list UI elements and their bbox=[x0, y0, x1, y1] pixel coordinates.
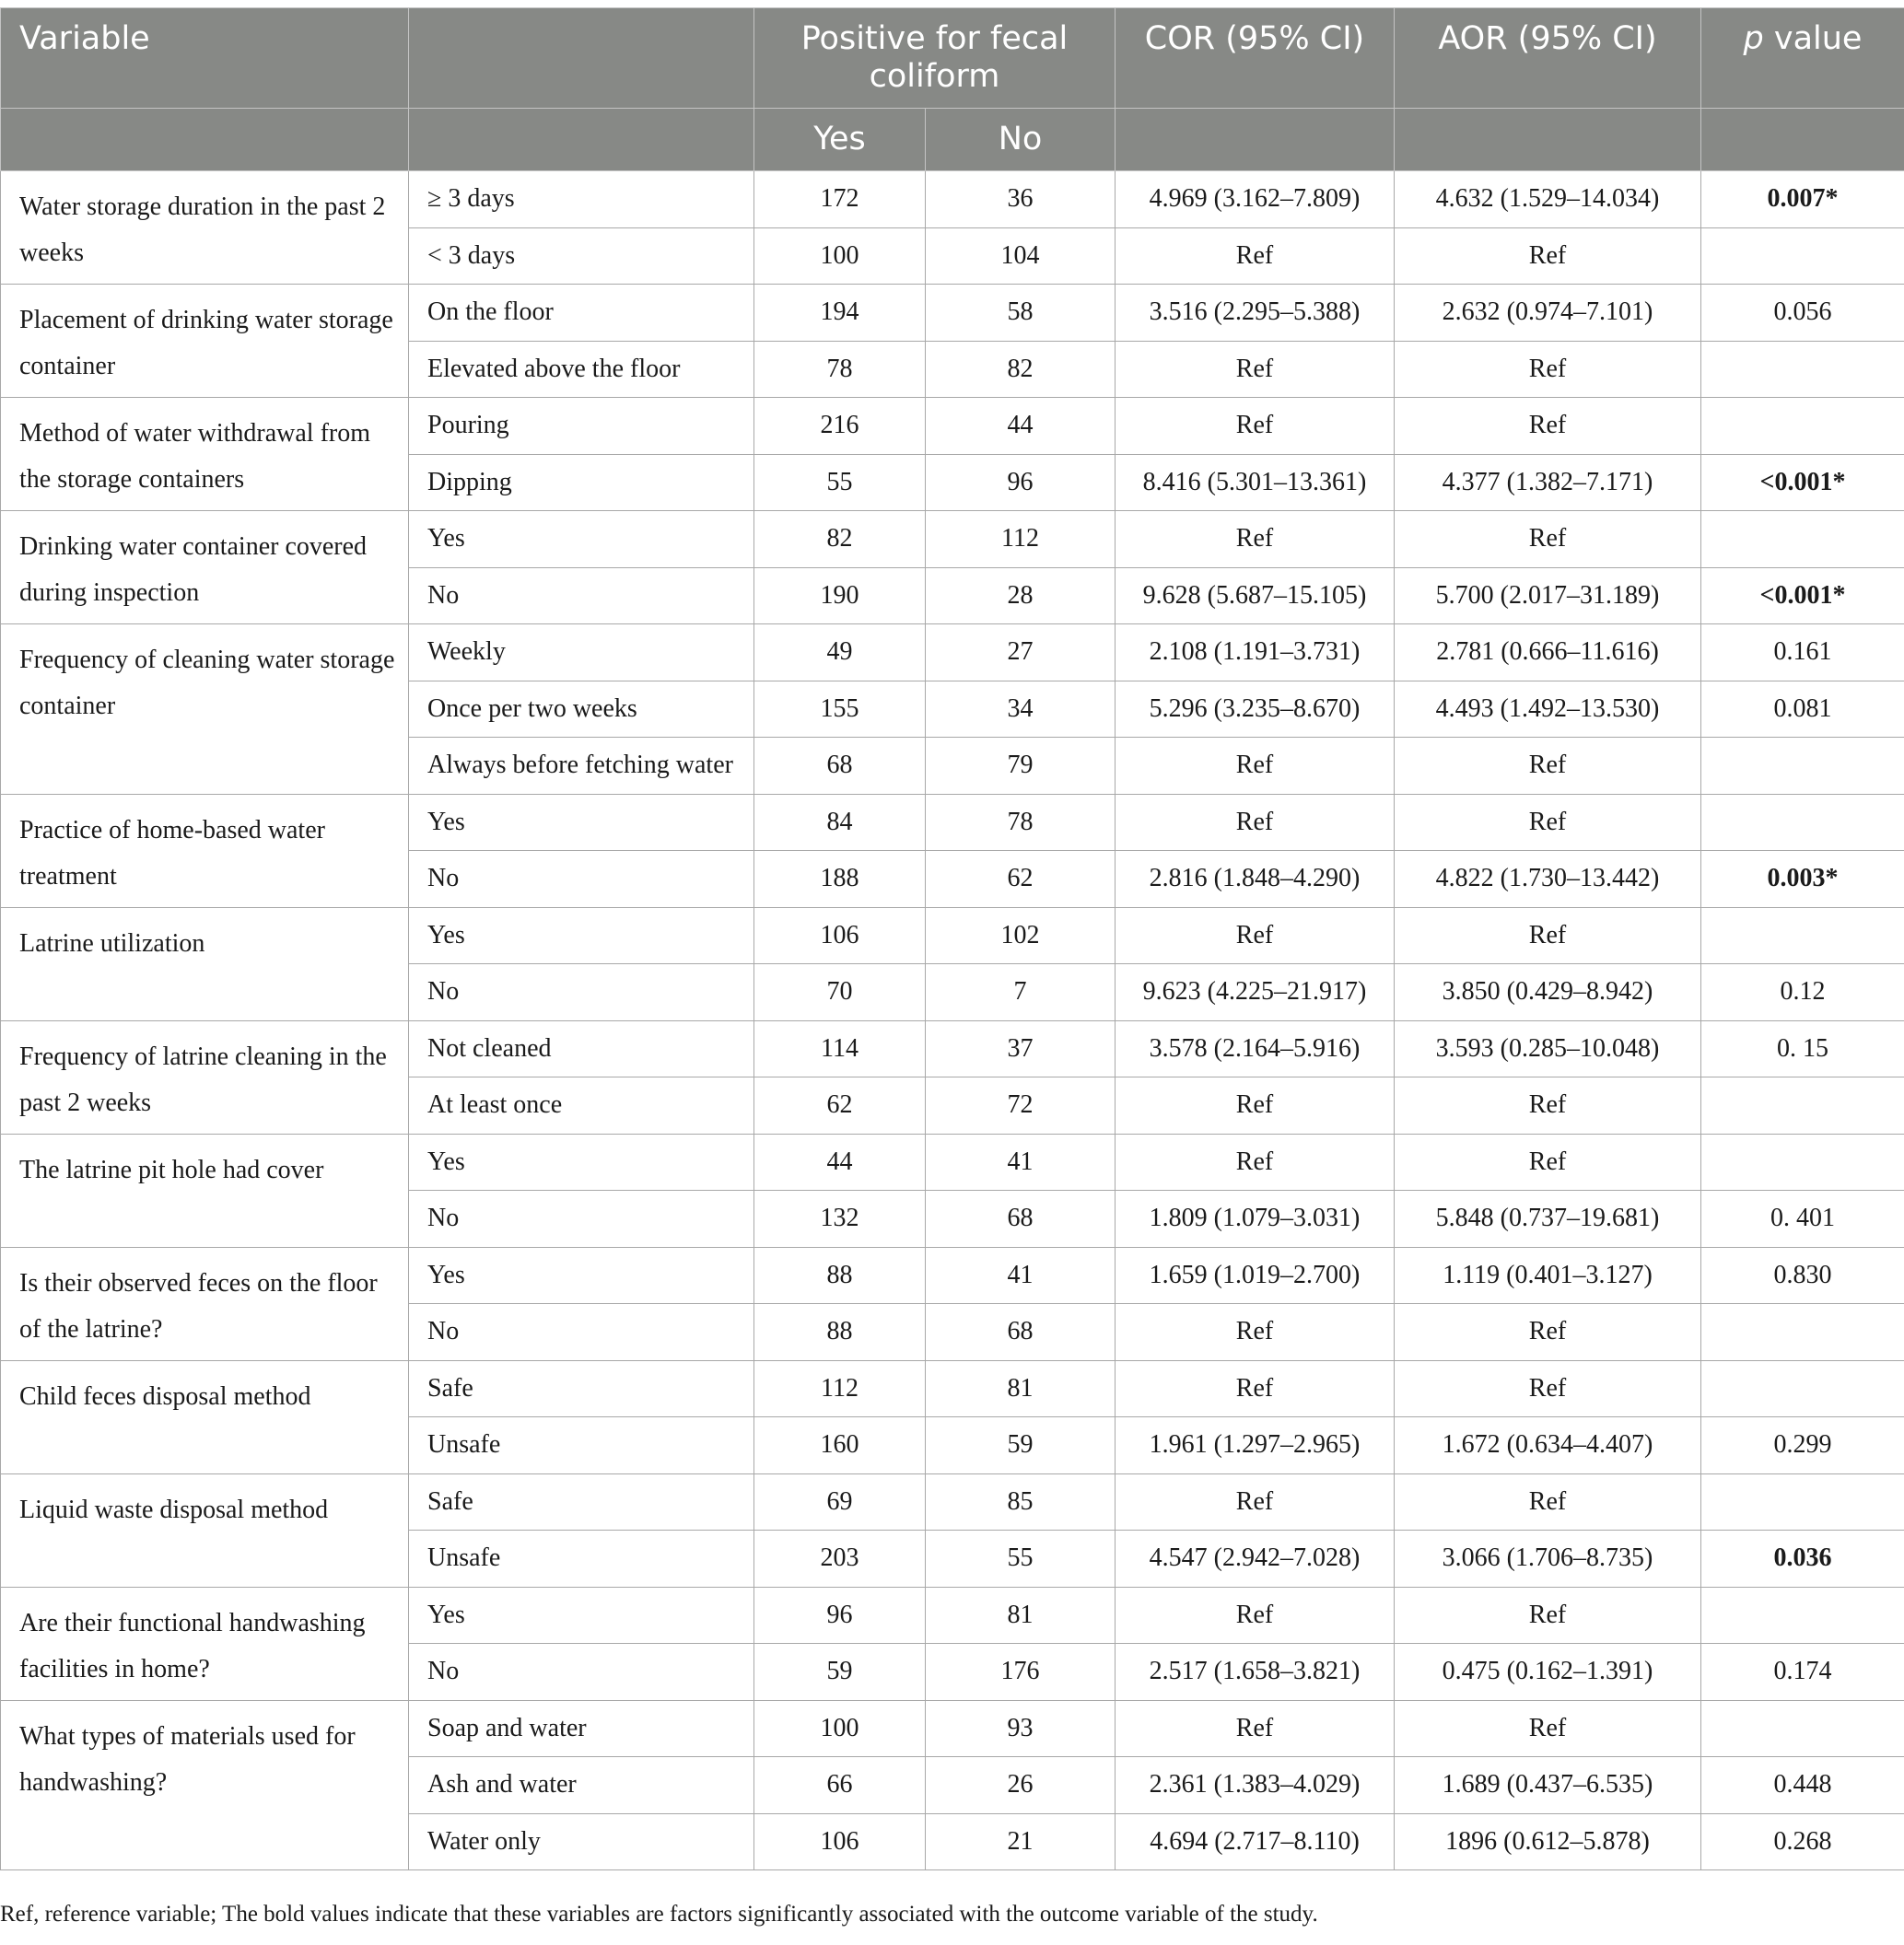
yes-count-cell: 100 bbox=[754, 227, 926, 285]
header-positive-fecal-coliform: Positive for fecal coliform bbox=[754, 8, 1116, 109]
no-count-cell: 41 bbox=[926, 1247, 1116, 1304]
category-cell: On the floor bbox=[409, 285, 754, 342]
p-value-cell bbox=[1701, 1700, 1904, 1757]
cor-cell: Ref bbox=[1116, 794, 1395, 851]
yes-count-cell: 190 bbox=[754, 567, 926, 624]
category-cell: Not cleaned bbox=[409, 1020, 754, 1077]
category-cell: Yes bbox=[409, 511, 754, 568]
variable-cell: Child feces disposal method bbox=[1, 1360, 409, 1473]
cor-cell: Ref bbox=[1116, 227, 1395, 285]
p-value-cell bbox=[1701, 1134, 1904, 1191]
p-value-cell bbox=[1701, 1077, 1904, 1135]
no-count-cell: 68 bbox=[926, 1304, 1116, 1361]
p-value-cell: <0.001* bbox=[1701, 567, 1904, 624]
table-row bbox=[1, 1700, 1904, 1757]
yes-count-cell: 70 bbox=[754, 964, 926, 1021]
table-row bbox=[1, 1247, 1904, 1304]
no-count-cell: 72 bbox=[926, 1077, 1116, 1135]
header-p-rest: value bbox=[1763, 20, 1863, 57]
yes-count-cell: 188 bbox=[754, 851, 926, 908]
cor-cell: 5.296 (3.235–8.670) bbox=[1116, 681, 1395, 738]
category-cell: Yes bbox=[409, 1587, 754, 1644]
no-count-cell: 93 bbox=[926, 1700, 1116, 1757]
variable-cell: Placement of drinking water storage container bbox=[1, 285, 409, 398]
aor-cell: Ref bbox=[1395, 1700, 1701, 1757]
yes-count-cell: 172 bbox=[754, 171, 926, 228]
cor-cell: 4.694 (2.717–8.110) bbox=[1116, 1813, 1395, 1870]
cor-cell: 1.961 (1.297–2.965) bbox=[1116, 1417, 1395, 1474]
cor-cell: 9.623 (4.225–21.917) bbox=[1116, 964, 1395, 1021]
category-cell: No bbox=[409, 1644, 754, 1701]
table-row bbox=[1, 1134, 1904, 1191]
p-value-cell: 0.299 bbox=[1701, 1417, 1904, 1474]
no-count-cell: 37 bbox=[926, 1020, 1116, 1077]
aor-cell: Ref bbox=[1395, 1473, 1701, 1531]
p-value-cell: 0.056 bbox=[1701, 285, 1904, 342]
p-value-cell bbox=[1701, 1304, 1904, 1361]
yes-count-cell: 88 bbox=[754, 1247, 926, 1304]
cor-cell: Ref bbox=[1116, 1077, 1395, 1135]
yes-count-cell: 55 bbox=[754, 454, 926, 511]
yes-count-cell: 106 bbox=[754, 1813, 926, 1870]
aor-cell: Ref bbox=[1395, 1077, 1701, 1135]
cor-cell: Ref bbox=[1116, 341, 1395, 398]
variable-cell: Practice of home-based water treatment bbox=[1, 794, 409, 907]
variable-cell: Method of water withdrawal from the storage containers bbox=[1, 398, 409, 511]
no-count-cell: 7 bbox=[926, 964, 1116, 1021]
yes-count-cell: 203 bbox=[754, 1531, 926, 1588]
yes-count-cell: 49 bbox=[754, 624, 926, 681]
aor-cell: 4.377 (1.382–7.171) bbox=[1395, 454, 1701, 511]
category-cell: Ash and water bbox=[409, 1757, 754, 1814]
p-value-cell: 0.007* bbox=[1701, 171, 1904, 228]
category-cell: Water only bbox=[409, 1813, 754, 1870]
no-count-cell: 176 bbox=[926, 1644, 1116, 1701]
no-count-cell: 79 bbox=[926, 738, 1116, 795]
cor-cell: 2.361 (1.383–4.029) bbox=[1116, 1757, 1395, 1814]
aor-cell: Ref bbox=[1395, 227, 1701, 285]
category-cell: Soap and water bbox=[409, 1700, 754, 1757]
yes-count-cell: 106 bbox=[754, 907, 926, 964]
cor-cell: Ref bbox=[1116, 1360, 1395, 1417]
variable-cell: Are their functional handwashing facilities in home? bbox=[1, 1587, 409, 1700]
table-row bbox=[1, 511, 1904, 568]
aor-cell: Ref bbox=[1395, 511, 1701, 568]
p-value-cell: 0.448 bbox=[1701, 1757, 1904, 1814]
aor-cell: Ref bbox=[1395, 907, 1701, 964]
cor-cell: Ref bbox=[1116, 1587, 1395, 1644]
no-count-cell: 102 bbox=[926, 907, 1116, 964]
category-cell: Safe bbox=[409, 1473, 754, 1531]
aor-cell: 3.850 (0.429–8.942) bbox=[1395, 964, 1701, 1021]
p-value-cell bbox=[1701, 1473, 1904, 1531]
aor-cell: 4.632 (1.529–14.034) bbox=[1395, 171, 1701, 228]
header-blank-4 bbox=[1395, 109, 1701, 171]
header-row-1 bbox=[1, 8, 1904, 109]
category-cell: Pouring bbox=[409, 398, 754, 455]
aor-cell: Ref bbox=[1395, 1587, 1701, 1644]
p-value-cell: 0.081 bbox=[1701, 681, 1904, 738]
p-value-cell bbox=[1701, 398, 1904, 455]
category-cell: Yes bbox=[409, 794, 754, 851]
variable-cell: Is their observed feces on the floor of the latrine? bbox=[1, 1247, 409, 1360]
aor-cell: Ref bbox=[1395, 341, 1701, 398]
cor-cell: 3.516 (2.295–5.388) bbox=[1116, 285, 1395, 342]
category-cell: Unsafe bbox=[409, 1417, 754, 1474]
aor-cell: 5.700 (2.017–31.189) bbox=[1395, 567, 1701, 624]
variable-cell: Frequency of cleaning water storage container bbox=[1, 624, 409, 795]
header-yes: Yes bbox=[754, 109, 926, 171]
p-value-cell: 0.174 bbox=[1701, 1644, 1904, 1701]
category-cell: Safe bbox=[409, 1360, 754, 1417]
p-value-cell: <0.001* bbox=[1701, 454, 1904, 511]
yes-count-cell: 69 bbox=[754, 1473, 926, 1531]
p-value-cell bbox=[1701, 1360, 1904, 1417]
yes-count-cell: 59 bbox=[754, 1644, 926, 1701]
cor-cell: Ref bbox=[1116, 1700, 1395, 1757]
p-value-cell bbox=[1701, 738, 1904, 795]
variable-cell: Frequency of latrine cleaning in the past 2 weeks bbox=[1, 1020, 409, 1134]
cor-cell: 1.809 (1.079–3.031) bbox=[1116, 1191, 1395, 1248]
aor-cell: Ref bbox=[1395, 398, 1701, 455]
no-count-cell: 41 bbox=[926, 1134, 1116, 1191]
aor-cell: Ref bbox=[1395, 1134, 1701, 1191]
header-blank-2 bbox=[409, 109, 754, 171]
header-p-value bbox=[1701, 8, 1904, 109]
yes-count-cell: 88 bbox=[754, 1304, 926, 1361]
category-cell: Always before fetching water bbox=[409, 738, 754, 795]
header-blank-3 bbox=[1116, 109, 1395, 171]
p-value-cell bbox=[1701, 1587, 1904, 1644]
aor-cell: Ref bbox=[1395, 1304, 1701, 1361]
no-count-cell: 82 bbox=[926, 341, 1116, 398]
cor-cell: Ref bbox=[1116, 511, 1395, 568]
category-cell: No bbox=[409, 567, 754, 624]
table-body bbox=[1, 171, 1904, 1870]
yes-count-cell: 112 bbox=[754, 1360, 926, 1417]
yes-count-cell: 216 bbox=[754, 398, 926, 455]
variable-cell: What types of materials used for handwashing? bbox=[1, 1700, 409, 1870]
table-row bbox=[1, 171, 1904, 228]
no-count-cell: 26 bbox=[926, 1757, 1116, 1814]
p-value-cell: 0.036 bbox=[1701, 1531, 1904, 1588]
yes-count-cell: 132 bbox=[754, 1191, 926, 1248]
cor-cell: 3.578 (2.164–5.916) bbox=[1116, 1020, 1395, 1077]
cor-cell: Ref bbox=[1116, 738, 1395, 795]
table-container bbox=[0, 7, 1904, 1870]
table-row bbox=[1, 398, 1904, 455]
category-cell: Weekly bbox=[409, 624, 754, 681]
cor-cell: 9.628 (5.687–15.105) bbox=[1116, 567, 1395, 624]
aor-cell: 4.822 (1.730–13.442) bbox=[1395, 851, 1701, 908]
header-aor: AOR (95% CI) bbox=[1395, 8, 1701, 109]
category-cell: Yes bbox=[409, 1134, 754, 1191]
aor-cell: 3.066 (1.706–8.735) bbox=[1395, 1531, 1701, 1588]
category-cell: No bbox=[409, 851, 754, 908]
yes-count-cell: 66 bbox=[754, 1757, 926, 1814]
no-count-cell: 81 bbox=[926, 1360, 1116, 1417]
no-count-cell: 34 bbox=[926, 681, 1116, 738]
category-cell: Once per two weeks bbox=[409, 681, 754, 738]
category-cell: ≥ 3 days bbox=[409, 171, 754, 228]
no-count-cell: 36 bbox=[926, 171, 1116, 228]
no-count-cell: 27 bbox=[926, 624, 1116, 681]
yes-count-cell: 114 bbox=[754, 1020, 926, 1077]
category-cell: No bbox=[409, 1191, 754, 1248]
table-row bbox=[1, 1473, 1904, 1531]
yes-count-cell: 100 bbox=[754, 1700, 926, 1757]
no-count-cell: 58 bbox=[926, 285, 1116, 342]
table-row bbox=[1, 794, 1904, 851]
no-count-cell: 112 bbox=[926, 511, 1116, 568]
p-value-cell: 0.268 bbox=[1701, 1813, 1904, 1870]
cor-cell: Ref bbox=[1116, 1473, 1395, 1531]
yes-count-cell: 160 bbox=[754, 1417, 926, 1474]
cor-cell: 1.659 (1.019–2.700) bbox=[1116, 1247, 1395, 1304]
aor-cell: 3.593 (0.285–10.048) bbox=[1395, 1020, 1701, 1077]
header-cor: COR (95% CI) bbox=[1116, 8, 1395, 109]
aor-cell: Ref bbox=[1395, 794, 1701, 851]
cor-cell: Ref bbox=[1116, 907, 1395, 964]
header-blank-1 bbox=[1, 109, 409, 171]
yes-count-cell: 62 bbox=[754, 1077, 926, 1135]
p-value-cell: 0.161 bbox=[1701, 624, 1904, 681]
no-count-cell: 96 bbox=[926, 454, 1116, 511]
variable-cell: The latrine pit hole had cover bbox=[1, 1134, 409, 1247]
table-row bbox=[1, 907, 1904, 964]
category-cell: Elevated above the floor bbox=[409, 341, 754, 398]
aor-cell: 2.781 (0.666–11.616) bbox=[1395, 624, 1701, 681]
category-cell: At least once bbox=[409, 1077, 754, 1135]
cor-cell: 4.969 (3.162–7.809) bbox=[1116, 171, 1395, 228]
category-cell: < 3 days bbox=[409, 227, 754, 285]
aor-cell: 0.475 (0.162–1.391) bbox=[1395, 1644, 1701, 1701]
p-value-cell: 0. 401 bbox=[1701, 1191, 1904, 1248]
p-value-cell bbox=[1701, 341, 1904, 398]
header-blank-5 bbox=[1701, 109, 1904, 171]
cor-cell: 4.547 (2.942–7.028) bbox=[1116, 1531, 1395, 1588]
table-footnote: Ref, reference variable; The bold values indicate that these variables are factors significantly associated with the outcome variable of the study. bbox=[0, 1902, 1318, 1927]
yes-count-cell: 84 bbox=[754, 794, 926, 851]
p-value-cell bbox=[1701, 907, 1904, 964]
cor-cell: 2.517 (1.658–3.821) bbox=[1116, 1644, 1395, 1701]
no-count-cell: 85 bbox=[926, 1473, 1116, 1531]
cor-cell: Ref bbox=[1116, 1304, 1395, 1361]
p-value-cell bbox=[1701, 511, 1904, 568]
p-value-cell: 0. 15 bbox=[1701, 1020, 1904, 1077]
variable-cell: Water storage duration in the past 2 weeks bbox=[1, 171, 409, 285]
no-count-cell: 55 bbox=[926, 1531, 1116, 1588]
no-count-cell: 28 bbox=[926, 567, 1116, 624]
table-row bbox=[1, 1360, 1904, 1417]
cor-cell: Ref bbox=[1116, 398, 1395, 455]
aor-cell: 5.848 (0.737–19.681) bbox=[1395, 1191, 1701, 1248]
data-table bbox=[0, 7, 1904, 1870]
no-count-cell: 81 bbox=[926, 1587, 1116, 1644]
cor-cell: 2.816 (1.848–4.290) bbox=[1116, 851, 1395, 908]
header-p-italic: p bbox=[1743, 20, 1764, 57]
aor-cell: Ref bbox=[1395, 738, 1701, 795]
category-cell: No bbox=[409, 964, 754, 1021]
aor-cell: Ref bbox=[1395, 1360, 1701, 1417]
yes-count-cell: 82 bbox=[754, 511, 926, 568]
category-cell: Unsafe bbox=[409, 1531, 754, 1588]
header-row-2 bbox=[1, 109, 1904, 171]
variable-cell: Latrine utilization bbox=[1, 907, 409, 1020]
no-count-cell: 21 bbox=[926, 1813, 1116, 1870]
no-count-cell: 62 bbox=[926, 851, 1116, 908]
aor-cell: 1.689 (0.437–6.535) bbox=[1395, 1757, 1701, 1814]
category-cell: Yes bbox=[409, 1247, 754, 1304]
no-count-cell: 68 bbox=[926, 1191, 1116, 1248]
p-value-cell bbox=[1701, 227, 1904, 285]
aor-cell: 1896 (0.612–5.878) bbox=[1395, 1813, 1701, 1870]
table-row bbox=[1, 624, 1904, 681]
table-row bbox=[1, 1587, 1904, 1644]
no-count-cell: 78 bbox=[926, 794, 1116, 851]
yes-count-cell: 155 bbox=[754, 681, 926, 738]
aor-cell: 2.632 (0.974–7.101) bbox=[1395, 285, 1701, 342]
yes-count-cell: 96 bbox=[754, 1587, 926, 1644]
p-value-cell: 0.003* bbox=[1701, 851, 1904, 908]
variable-cell: Drinking water container covered during inspection bbox=[1, 511, 409, 624]
header-no: No bbox=[926, 109, 1116, 171]
table-header bbox=[1, 8, 1904, 171]
category-cell: Dipping bbox=[409, 454, 754, 511]
cor-cell: 2.108 (1.191–3.731) bbox=[1116, 624, 1395, 681]
aor-cell: 4.493 (1.492–13.530) bbox=[1395, 681, 1701, 738]
header-variable: Variable bbox=[1, 8, 409, 109]
p-value-cell: 0.12 bbox=[1701, 964, 1904, 1021]
no-count-cell: 59 bbox=[926, 1417, 1116, 1474]
aor-cell: 1.119 (0.401–3.127) bbox=[1395, 1247, 1701, 1304]
table-row bbox=[1, 285, 1904, 342]
table-row bbox=[1, 1020, 1904, 1077]
cor-cell: Ref bbox=[1116, 1134, 1395, 1191]
no-count-cell: 44 bbox=[926, 398, 1116, 455]
p-value-cell: 0.830 bbox=[1701, 1247, 1904, 1304]
p-value-cell bbox=[1701, 794, 1904, 851]
yes-count-cell: 68 bbox=[754, 738, 926, 795]
category-cell: Yes bbox=[409, 907, 754, 964]
aor-cell: 1.672 (0.634–4.407) bbox=[1395, 1417, 1701, 1474]
no-count-cell: 104 bbox=[926, 227, 1116, 285]
yes-count-cell: 78 bbox=[754, 341, 926, 398]
yes-count-cell: 44 bbox=[754, 1134, 926, 1191]
yes-count-cell: 194 bbox=[754, 285, 926, 342]
header-category bbox=[409, 8, 754, 109]
cor-cell: 8.416 (5.301–13.361) bbox=[1116, 454, 1395, 511]
variable-cell: Liquid waste disposal method bbox=[1, 1473, 409, 1587]
category-cell: No bbox=[409, 1304, 754, 1361]
